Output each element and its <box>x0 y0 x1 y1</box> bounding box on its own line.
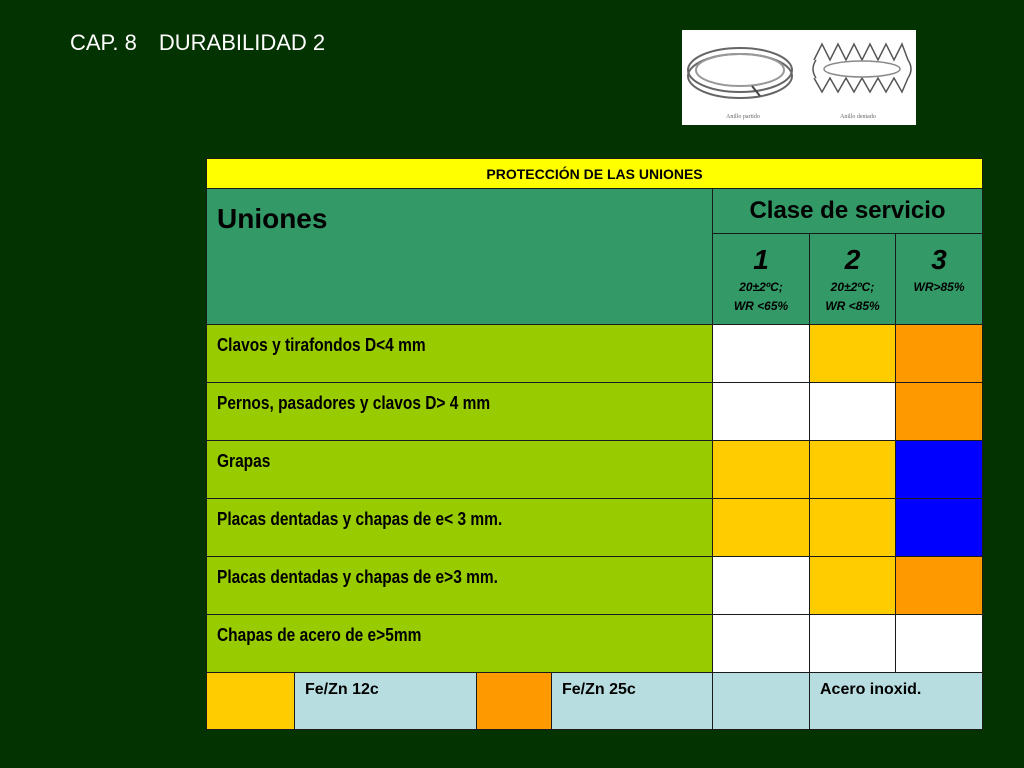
service-class-2: 2 20±2ºC; WR <85% <box>810 234 896 325</box>
protection-cell <box>896 325 983 383</box>
protection-cell <box>713 325 810 383</box>
legend-label-stainless: Acero inoxid. <box>810 673 983 730</box>
protection-cell <box>896 615 983 673</box>
protection-cell <box>713 499 810 557</box>
protection-cell <box>713 383 810 441</box>
table-row <box>207 383 983 441</box>
split-ring-image <box>688 48 792 98</box>
row-label: Placas dentadas y chapas de e>3 mm. <box>217 567 498 587</box>
protection-table <box>206 158 983 730</box>
protection-cell <box>810 499 896 557</box>
toothed-ring-image <box>813 44 911 92</box>
chapter-title: DURABILIDAD 2 <box>158 30 326 55</box>
protection-cell <box>810 441 896 499</box>
legend-label-orange: Fe/Zn 25c <box>552 673 713 730</box>
table-row <box>207 557 983 615</box>
row-label: Chapas de acero de e>5mm <box>217 625 422 645</box>
protection-cell <box>896 499 983 557</box>
legend-row <box>207 673 983 730</box>
protection-cell <box>810 557 896 615</box>
protection-cell <box>713 615 810 673</box>
slide-title <box>70 30 325 56</box>
table-row <box>207 499 983 557</box>
chapter-label: CAP. 8 <box>70 30 137 55</box>
service-class-3: 3 WR>85% <box>896 234 983 325</box>
legend-label-yellow: Fe/Zn 12c <box>295 673 477 730</box>
service-class-header: Clase de servicio <box>713 189 983 234</box>
protection-cell <box>896 441 983 499</box>
protection-cell <box>713 557 810 615</box>
protection-cell <box>896 383 983 441</box>
table-row <box>207 615 983 673</box>
row-label: Grapas <box>217 451 271 471</box>
service-class-1: 1 20±2ºC; WR <65% <box>713 234 810 325</box>
table-heading: PROTECCIÓN DE LAS UNIONES <box>207 159 983 189</box>
protection-cell <box>896 557 983 615</box>
row-label: Pernos, pasadores y clavos D> 4 mm <box>217 393 491 413</box>
legend-swatch-stainless <box>713 673 810 730</box>
table-row <box>207 441 983 499</box>
row-label: Clavos y tirafondos D<4 mm <box>217 335 426 355</box>
legend-swatch-orange <box>477 673 552 730</box>
protection-cell <box>713 441 810 499</box>
connector-rings-photo <box>682 30 916 125</box>
row-label: Placas dentadas y chapas de e< 3 mm. <box>217 509 503 529</box>
uniones-header: Uniones <box>207 189 713 325</box>
table-row <box>207 325 983 383</box>
protection-cell <box>810 383 896 441</box>
protection-cell <box>810 325 896 383</box>
caption-right: Anillo dentado <box>840 114 876 120</box>
legend-swatch-yellow <box>207 673 295 730</box>
protection-cell <box>810 615 896 673</box>
caption-left: Anillo partido <box>726 114 760 120</box>
